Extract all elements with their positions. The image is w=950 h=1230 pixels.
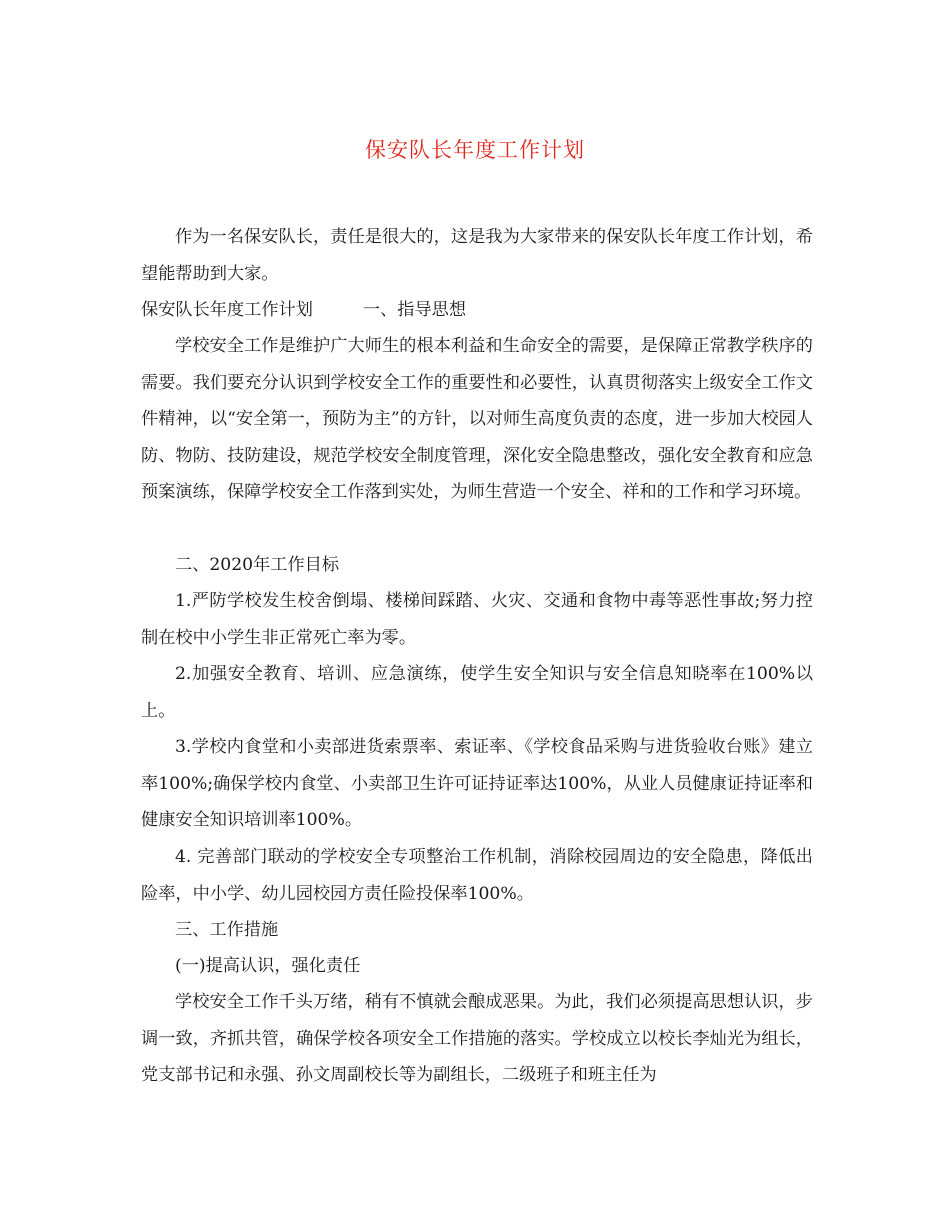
measures-subheading-1: (一)提高认识，强化责任 xyxy=(175,956,361,976)
document-title: 保安队长年度工作计划 xyxy=(365,138,585,162)
guiding-ideology-paragraph: 学校安全工作是维护广大师生的根本利益和生命安全的需要，是保障正常教学秩序的需要。我们要充分认识到学校安全工作的重要性和必要性，认真贯彻落实上级安全工作文件精神，以“安全第一，预防为主”的方针，以对师生高度负责的态度，进一步加大校园人防、物防、技防建设，规范学校安全制度管理，深化安全隐患整改，强化安全教育和应急预案演练，保障学校安全工作落到实处，为师生营造一个安全、祥和的工作和学习环境。 xyxy=(141,336,813,502)
measures-paragraph-1: 学校安全工作千头万绪，稍有不慎就会酿成恶果。为此，我们必须提高思想认识，步调一致，齐抓共管，确保学校各项安全工作措施的落实。学校成立以校长李灿光为组长，党支部书记和永强、孙文周副校长等为副组长，二级班子和班主任为 xyxy=(141,992,813,1085)
guiding-ideology-heading: 一、指导思想 xyxy=(362,300,467,320)
intro-paragraph: 作为一名保安队长，责任是很大的，这是我为大家带来的保安队长年度工作计划，希望能帮助到大家。 xyxy=(141,227,813,284)
goals-heading: 二、2020年工作目标 xyxy=(175,555,340,575)
goal-item-2: 2.加强安全教育、培训、应急演练，使学生安全知识与安全信息知晓率在100%以上。 xyxy=(141,664,813,721)
goal-item-4: 4. 完善部门联动的学校安全专项整治工作机制，消除校园周边的安全隐患，降低出险率，中小学、幼儿园校园方责任险投保率100%。 xyxy=(141,847,813,904)
measures-heading: 三、工作措施 xyxy=(175,920,279,940)
goal-item-3: 3.学校内食堂和小卖部进货索票率、索证率、《学校食品采购与进货验收台账》建立率100%;确保学校内食堂、小卖部卫生许可证持证率达100%，从业人员健康证持证率和健康安全知识培训率100%。 xyxy=(141,737,813,830)
plan-heading: 保安队长年度工作计划 xyxy=(141,300,313,320)
section-heading-line xyxy=(141,292,813,329)
goal-item-1: 1.严防学校发生校舍倒塌、楼梯间踩踏、火灾、交通和食物中毒等恶性事故;努力控制在校中小学生非正常死亡率为零。 xyxy=(141,591,813,648)
